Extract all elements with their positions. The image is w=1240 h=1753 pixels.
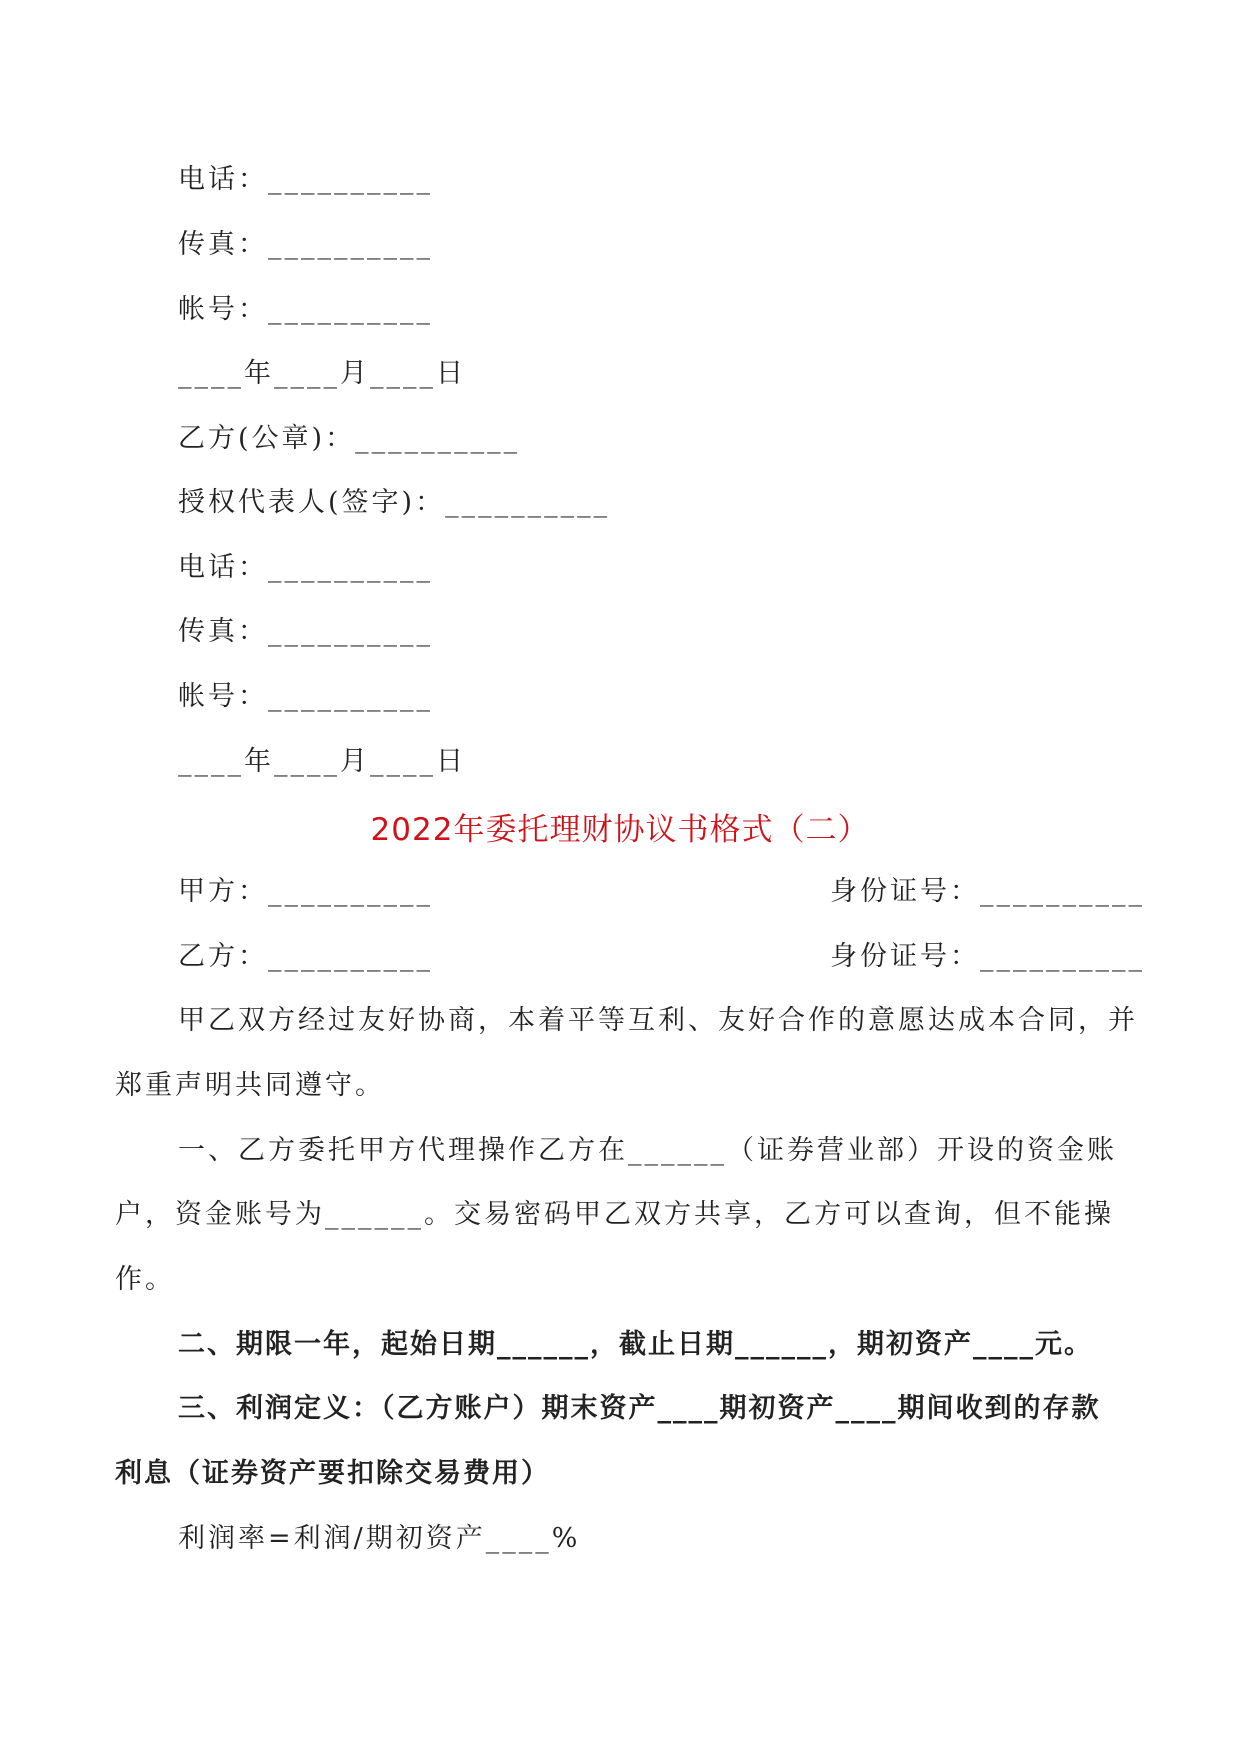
party-b-id-field: 身份证号：__________	[830, 941, 1145, 972]
party-b-seal-field: 乙方(公章)：__________	[178, 423, 521, 454]
party-a-field: 甲方：__________	[178, 876, 433, 907]
clause-1-line-2: 户，资金账号为______。交易密码甲乙双方共享，乙方可以查询，但不能操	[115, 1199, 1114, 1230]
phone-field-2: 电话：__________	[178, 552, 433, 583]
intro-line-2: 郑重声明共同遵守。	[115, 1070, 385, 1101]
clause-3-line-1: 三、利润定义：（乙方账户）期末资产____期初资产____期间收到的存款	[178, 1393, 1101, 1424]
account-field-1: 帐号：__________	[178, 294, 433, 325]
section-title: 2022年委托理财协议书格式（二）	[370, 812, 870, 848]
intro-line-1: 甲乙双方经过友好协商，本着平等互利、友好合作的意愿达成本合同，并	[178, 1005, 1138, 1036]
party-b-field: 乙方：__________	[178, 941, 433, 972]
party-a-id-field: 身份证号：__________	[830, 876, 1145, 907]
profit-rate-line: 利润率=利润/期初资产____%	[178, 1523, 581, 1554]
clause-3-line-2: 利息（证券资产要扣除交易费用）	[115, 1458, 550, 1489]
fax-field-1: 传真：__________	[178, 229, 433, 260]
phone-field-1: 电话：__________	[178, 164, 433, 195]
fax-field-2: 传真：__________	[178, 616, 433, 647]
clause-2: 二、期限一年，起始日期______，截止日期______，期初资产____元。	[178, 1329, 1093, 1360]
clause-1-line-1: 一、乙方委托甲方代理操作乙方在______（证券营业部）开设的资金账	[178, 1135, 1117, 1166]
account-field-2: 帐号：__________	[178, 681, 433, 712]
clause-1-line-3: 作。	[115, 1264, 175, 1295]
authorized-rep-field: 授权代表人(签字)：__________	[178, 487, 611, 518]
date-field-1: ____年____月____日	[178, 358, 466, 389]
date-field-2: ____年____月____日	[178, 746, 466, 777]
